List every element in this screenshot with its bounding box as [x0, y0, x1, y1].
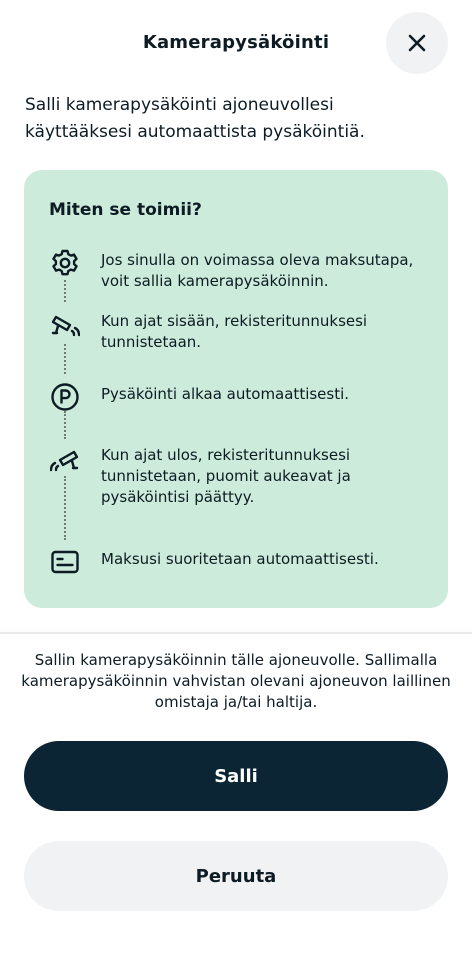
page-title: Kamerapysäköinti: [142, 32, 330, 53]
gear-icon: [50, 248, 80, 278]
card-title: Miten se toimii?: [49, 200, 202, 220]
close-icon: [408, 34, 426, 52]
step-connector: [64, 476, 68, 540]
step-connector: [64, 280, 68, 302]
consent-text: Sallin kamerapysäköinnin tälle ajoneuvolle. Sallimalla kamerapysäköinnin vahvistan olevani ajoneuvon laillinen omistaja ja/tai haltija.: [21, 651, 451, 711]
card-icon: [50, 547, 80, 577]
close-button[interactable]: [386, 12, 448, 74]
camera-icon: [50, 446, 80, 476]
step-text: Maksusi suoritetaan automaattisesti.: [101, 550, 379, 568]
step-connector: [64, 344, 68, 374]
how-it-works-card: [24, 170, 448, 608]
divider: [0, 632, 472, 634]
allow-button[interactable]: Salli: [24, 741, 448, 811]
step-text: Kun ajat sisään, rekisteritunnuksesi tunnistetaan.: [101, 312, 368, 351]
step-text: Kun ajat ulos, rekisteritunnuksesi tunnistetaan, puomit aukeavat ja pysäköintisi päättyy.: [101, 446, 351, 506]
step-text: Jos sinulla on voimassa oleva maksutapa, voit sallia kamerapysäköinnin.: [101, 251, 414, 290]
cancel-button[interactable]: Peruuta: [24, 841, 448, 911]
camera-icon: [50, 311, 80, 341]
header: [0, 0, 472, 88]
parking-icon: [50, 382, 80, 412]
step-connector: [64, 411, 68, 439]
intro-text: Salli kamerapysäköinti ajoneuvollesi käyttääksesi automaattista pysäköintiä.: [25, 95, 365, 142]
step-text: Pysäköinti alkaa automaattisesti.: [101, 385, 350, 403]
